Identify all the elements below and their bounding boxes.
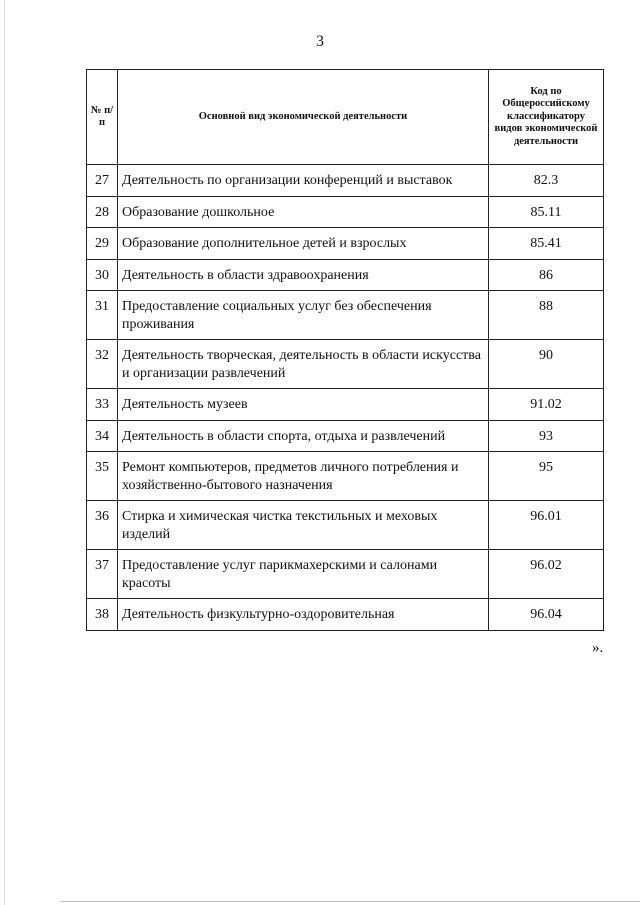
activity-name: Ремонт компьютеров, предметов личного потребления и хозяйственно-бытового назначения — [118, 452, 489, 501]
header-row — [87, 70, 604, 165]
row-number: 36 — [87, 501, 118, 550]
activity-name: Предоставление услуг парикмахерскими и салонами красоты — [118, 550, 489, 599]
activity-code: 96.02 — [489, 550, 604, 599]
row-number: 27 — [87, 165, 118, 197]
row-number: 28 — [87, 196, 118, 228]
closing-quote: ». — [592, 640, 604, 656]
row-number: 33 — [87, 389, 118, 421]
scan-margin-line — [4, 0, 5, 905]
table-row — [87, 501, 604, 550]
header-num: № п/п — [87, 70, 118, 165]
row-number: 29 — [87, 228, 118, 260]
activity-name: Деятельность творческая, деятельность в области искусства и организации развлечений — [118, 340, 489, 389]
activity-name: Предоставление социальных услуг без обеспечения проживания — [118, 291, 489, 340]
table-row — [87, 259, 604, 291]
activity-name: Деятельность в области здравоохранения — [118, 259, 489, 291]
table-row — [87, 420, 604, 452]
activity-code: 86 — [489, 259, 604, 291]
row-number: 30 — [87, 259, 118, 291]
activity-name: Образование дошкольное — [118, 196, 489, 228]
header-activity: Основной вид экономической деятельности — [118, 70, 489, 165]
table-body — [87, 165, 604, 631]
page-number: 3 — [316, 33, 324, 50]
table-row — [87, 389, 604, 421]
activity-table — [86, 69, 604, 631]
table-row — [87, 196, 604, 228]
activity-name: Деятельность в области спорта, отдыха и развлечений — [118, 420, 489, 452]
table-row — [87, 599, 604, 631]
table-header — [87, 70, 604, 165]
row-number: 34 — [87, 420, 118, 452]
row-number: 37 — [87, 550, 118, 599]
activity-code: 91.02 — [489, 389, 604, 421]
table-row — [87, 452, 604, 501]
table-row — [87, 228, 604, 260]
activity-code: 95 — [489, 452, 604, 501]
table-row — [87, 550, 604, 599]
activity-code: 96.01 — [489, 501, 604, 550]
table-row — [87, 340, 604, 389]
activity-code: 90 — [489, 340, 604, 389]
scan-footer-line — [60, 901, 640, 902]
activity-name: Деятельность музеев — [118, 389, 489, 421]
row-number: 31 — [87, 291, 118, 340]
row-number: 32 — [87, 340, 118, 389]
activity-code: 85.11 — [489, 196, 604, 228]
activity-code: 85.41 — [489, 228, 604, 260]
header-code: Код по Общероссийскому классификатору видов экономической деятельности — [489, 70, 604, 165]
activity-name: Деятельность физкультурно-оздоровительная — [118, 599, 489, 631]
activity-code: 93 — [489, 420, 604, 452]
activity-name: Образование дополнительное детей и взрослых — [118, 228, 489, 260]
activity-code: 96.04 — [489, 599, 604, 631]
activity-name: Деятельность по организации конференций и выставок — [118, 165, 489, 197]
row-number: 35 — [87, 452, 118, 501]
table-row — [87, 165, 604, 197]
activity-code: 88 — [489, 291, 604, 340]
row-number: 38 — [87, 599, 118, 631]
activity-name: Стирка и химическая чистка текстильных и меховых изделий — [118, 501, 489, 550]
activity-code: 82.3 — [489, 165, 604, 197]
table-row — [87, 291, 604, 340]
